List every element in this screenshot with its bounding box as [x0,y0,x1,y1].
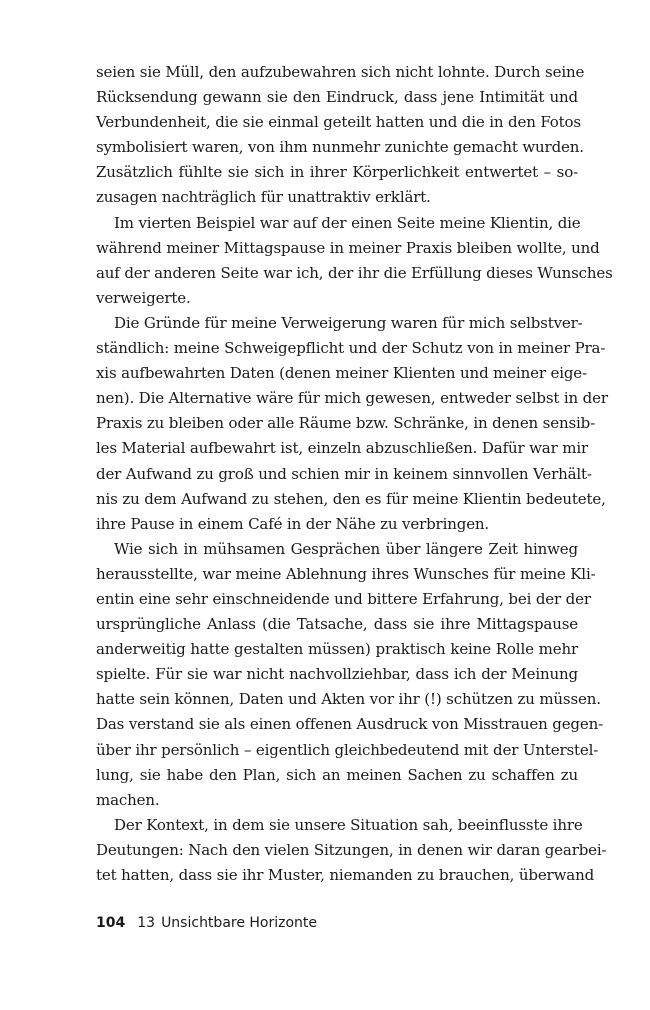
text-line: Zusätzlich fühlte sie sich in ihrer Körperlichkeit entwertet – so- [96,163,578,182]
text-line: nis zu dem Aufwand zu stehen, den es für meine Klientin bedeutete, [96,489,606,508]
text-line: während meiner Mittagspause in meiner Praxis bleiben wollte, und [96,238,600,257]
text-line: verweigerte. [96,288,191,307]
text-line: machen. [96,790,160,809]
text-line: Praxis zu bleiben oder alle Räume bzw. Schränke, in denen sensib- [96,414,596,433]
text-line: Das verstand sie als einen offenen Ausdruck von Misstrauen gegen- [96,715,604,734]
text-line: auf der anderen Seite war ich, der ihr die Erfüllung dieses Wunsches [96,263,613,282]
text-line: Verbundenheit, die sie einmal geteilt hatten und die in den Fotos [96,113,581,132]
text-line: les Material aufbewahrt ist, einzeln abzuschließen. Dafür war mir [96,439,588,458]
text-line: xis aufbewahrten Daten (denen meiner Klienten und meiner eige- [96,364,587,383]
text-line: Rücksendung gewann sie den Eindruck, dass jene Intimität und [96,88,578,107]
text-line: ständlich: meine Schweigepflicht und der Schutz von in meiner Pra- [96,339,606,358]
text-line: symbolisiert waren, von ihm nunmehr zunichte gemacht wurden. [96,138,584,157]
text-line: entin eine sehr einschneidende und bittere Erfahrung, bei der der [96,589,591,608]
text-line: hatte sein können, Daten und Akten vor ihr (!) schützen zu müssen. [96,690,601,709]
text-line: nen). Die Alternative wäre für mich gewesen, entweder selbst in der [96,389,608,408]
text-line: Deutungen: Nach den vielen Sitzungen, in denen wir daran gearbei- [96,840,607,859]
page-number: 104 [96,915,126,931]
text-line: ihre Pause in einem Café in der Nähe zu verbringen. [96,514,490,533]
text-line: tet hatten, dass sie ihr Muster, niemanden zu brauchen, überwand [96,866,595,884]
text-line: Der Kontext, in dem sie unsere Situation sah, beeinflusste ihre [114,815,583,834]
text-line: über ihr persönlich – eigentlich gleichbedeutend mit der Unterstel- [96,740,599,759]
text-line: Die Gründe für meine Verweigerung waren für mich selbstver- [114,313,583,332]
text-line: ursprüngliche Anlass (die Tatsache, dass sie ihre Mittagspause [96,615,578,634]
chapter-title: Unsichtbare Horizonte [161,915,318,931]
text-line: der Aufwand zu groß und schien mir in keinem sinnvollen Verhält- [96,464,592,483]
chapter-number: 13 [137,915,156,931]
text-line: zusagen nachträglich für unattraktiv erklärt. [96,188,431,207]
page-footer [96,915,317,939]
text-line: Im vierten Beispiel war auf der einen Seite meine Klientin, die [114,213,581,232]
text-line: seien sie Müll, den aufzubewahren sich nicht lohnte. Durch seine [96,63,585,81]
text-line: lung, sie habe den Plan, sich an meinen Sachen zu schaffen zu [96,765,578,784]
text-line: anderweitig hatte gestalten müssen) praktisch keine Rolle mehr [96,640,578,659]
body-text [96,60,613,888]
text-line: herausstellte, war meine Ablehnung ihres Wunsches für meine Kli- [96,564,596,583]
text-line: spielte. Für sie war nicht nachvollziehbar, dass ich der Meinung [96,665,578,684]
text-line: Wie sich in mühsamen Gesprächen über längere Zeit hinweg [114,539,578,558]
